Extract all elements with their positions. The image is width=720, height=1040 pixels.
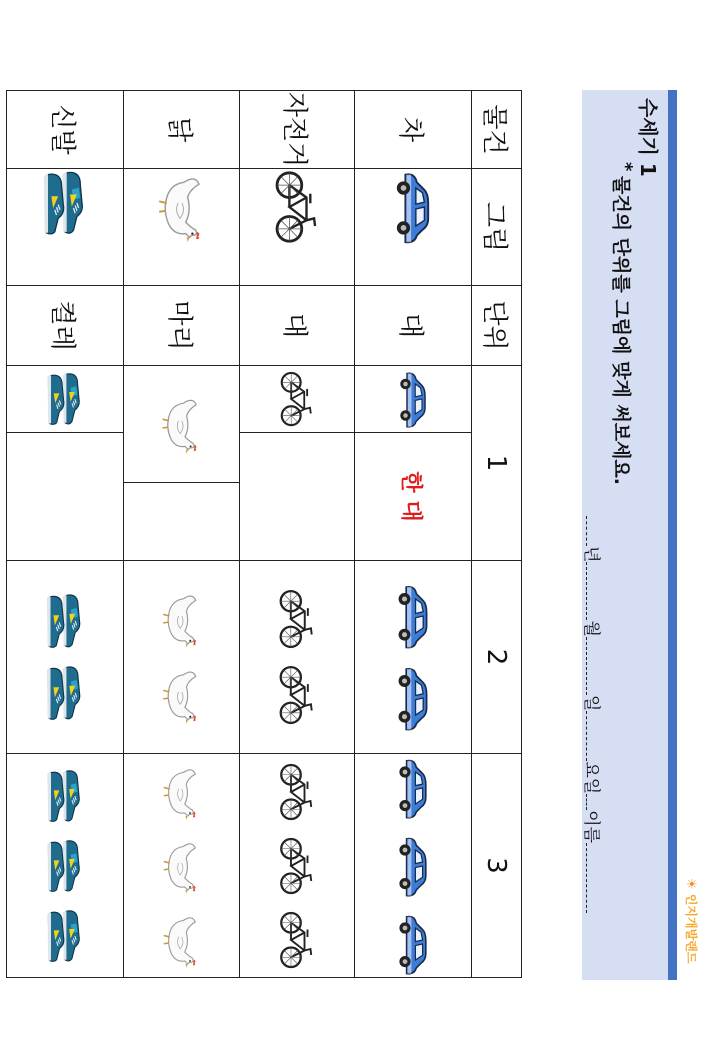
count-cell-2: [7, 561, 124, 754]
sneakers-icon: [40, 169, 90, 237]
picture-cell: [355, 169, 472, 286]
worksheet-title: 수세기 1: [636, 98, 660, 177]
brand-logo: [683, 878, 700, 963]
unit-label: 대: [240, 286, 355, 366]
count-cell-1: [355, 366, 472, 561]
table-row-shoes: [7, 91, 124, 978]
header-accent-bar: [668, 90, 677, 980]
chicken-icon: [163, 762, 201, 822]
car-icon: [396, 369, 430, 429]
count-cell-1: [240, 366, 355, 561]
sun-icon: ☀: [683, 878, 698, 890]
table-row-chicken: [124, 91, 240, 978]
year-label: 년: [581, 546, 601, 563]
table-row-car: [355, 91, 472, 978]
logo-text: 인지개발랜드: [684, 893, 698, 964]
sneakers-icon: [45, 371, 85, 427]
car-icon: [393, 664, 433, 732]
count-cell-3: [7, 754, 124, 978]
unit-label: 대: [355, 286, 472, 366]
col-header-item: 물건: [472, 91, 522, 169]
count-cell-2: [240, 561, 355, 754]
bicycle-icon: [279, 370, 315, 428]
car-icon: [394, 756, 432, 820]
chicken-icon: [158, 169, 206, 245]
count-cell-3: [240, 754, 355, 978]
col-header-2: 2: [472, 561, 522, 754]
col-header-3: 3: [472, 754, 522, 978]
bicycle-icon: [279, 762, 315, 822]
picture-cell: [7, 169, 124, 286]
car-icon: [391, 169, 435, 245]
example-answer: 한 대: [398, 471, 424, 522]
chicken-icon: [162, 664, 202, 726]
month-label: 월: [581, 620, 601, 637]
header-row: [472, 91, 522, 978]
name-label: 이름: [581, 810, 601, 844]
sneakers-icon: [45, 838, 85, 894]
chicken-icon: [163, 910, 201, 970]
car-icon: [394, 912, 432, 976]
bicycle-icon: [278, 664, 316, 726]
col-header-picture: 그림: [472, 169, 522, 286]
instruction-text: 물건의 단위를 그림에 맞게 써보세요.: [610, 176, 632, 485]
unit-label: 켤레: [7, 286, 124, 366]
count-cell-3: [355, 754, 472, 978]
sneakers-icon: [45, 768, 85, 824]
bicycle-icon: [278, 588, 316, 650]
bicycle-icon: [279, 910, 315, 970]
bicycle-icon: [274, 169, 320, 245]
car-icon: [393, 582, 433, 650]
item-name: 차: [355, 91, 472, 169]
count-cell-2: [124, 561, 240, 754]
unit-label: 마리: [124, 286, 240, 366]
chicken-icon: [162, 588, 202, 650]
sneakers-icon: [44, 592, 86, 650]
item-name: 신발: [7, 91, 124, 169]
counting-table: [6, 90, 522, 978]
instruction-star: *: [615, 162, 636, 172]
count-cell-1: [124, 366, 240, 561]
picture-cell: [124, 169, 240, 286]
item-name: 닭: [124, 91, 240, 169]
count-cell-2: [355, 561, 472, 754]
day-label: 일: [581, 694, 601, 712]
sneakers-icon: [44, 664, 86, 722]
sneakers-icon: [45, 908, 85, 964]
weekday-label: 요일: [581, 761, 601, 795]
chicken-icon: [162, 392, 202, 456]
col-header-1: 1: [472, 366, 522, 561]
table-row-bicycle: [240, 91, 355, 978]
col-header-unit: 단위: [472, 286, 522, 366]
count-cell-3: [124, 754, 240, 978]
chicken-icon: [163, 836, 201, 896]
car-icon: [394, 834, 432, 898]
count-cell-1: [7, 366, 124, 561]
item-name: 자전거: [240, 91, 355, 169]
picture-cell: [240, 169, 355, 286]
bicycle-icon: [279, 836, 315, 896]
date-name-line: [581, 516, 606, 913]
